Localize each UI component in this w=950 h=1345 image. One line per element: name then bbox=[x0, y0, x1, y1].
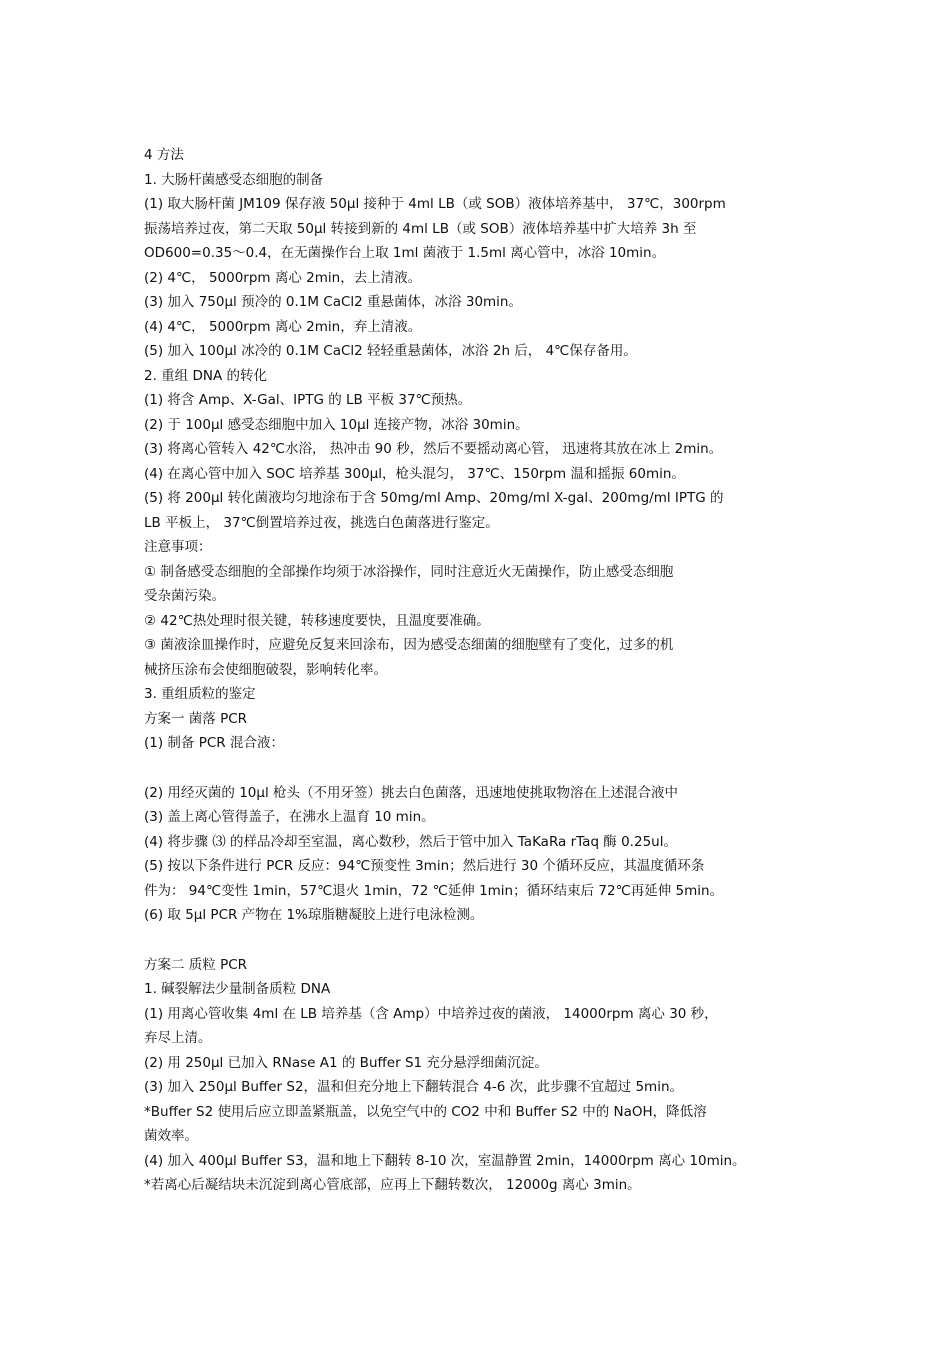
text-line: (5) 将 200μl 转化菌液均匀地涂布于含 50mg/ml Amp、20mg/ml X-gal、200mg/ml IPTG 的 bbox=[144, 490, 724, 506]
subsection-heading: 3. 重组质粒的鉴定 bbox=[144, 686, 256, 702]
note-line: ② 42℃热处理时很关键，转移速度要快，且温度要准确。 bbox=[144, 612, 490, 629]
text-line: (1) 用离心管收集 4ml 在 LB 培养基（含 Amp）中培养过夜的菌液， 14000rpm 离心 30 秒， bbox=[144, 1005, 718, 1022]
note-line: ③ 菌液涂皿操作时，应避免反复来回涂布，因为感受态细菌的细胞壁有了变化，过多的机 bbox=[144, 637, 674, 653]
subsection-heading: 1. 碱裂解法少量制备质粒 DNA bbox=[144, 981, 331, 997]
subsection-heading: 1. 大肠杆菌感受态细胞的制备 bbox=[144, 171, 324, 188]
note-line: *若离心后凝结块未沉淀到离心管底部，应再上下翻转数次， 12000g 离心 3min。 bbox=[144, 1177, 641, 1193]
text-line: (4) 将步骤 ⑶ 的样品冷却至室温，离心数秒，然后于管中加入 TaKaRa rTaq 酶 0.25ul。 bbox=[144, 833, 677, 850]
text-line: (2) 用经灭菌的 10μl 枪头（不用牙签）挑去白色菌落，迅速地使挑取物溶在上述混合液中 bbox=[144, 784, 679, 801]
blank-space bbox=[144, 756, 814, 781]
subsection-heading: 2. 重组 DNA 的转化 bbox=[144, 367, 267, 384]
text-line: (1) 制备 PCR 混合液： bbox=[144, 735, 284, 751]
notes-heading: 注意事项： bbox=[144, 539, 212, 555]
text-line: (2) 于 100μl 感受态细胞中加入 10μl 连接产物，冰浴 30min。 bbox=[144, 416, 529, 433]
text-line: 件为： 94℃变性 1min，57℃退火 1min，72 ℃延伸 1min；循环结束后 72℃再延伸 5min。 bbox=[144, 882, 724, 899]
text-line: LB 平板上， 37℃倒置培养过夜，挑选白色菌落进行鉴定。 bbox=[144, 514, 499, 531]
note-line: 菌效率。 bbox=[144, 1128, 198, 1144]
text-line: (3) 加入 750μl 预冷的 0.1M CaCl2 重悬菌体，冰浴 30min。 bbox=[144, 294, 522, 310]
scheme-heading: 方案一 菌落 PCR bbox=[144, 710, 248, 727]
note-line: ① 制备感受态细胞的全部操作均须于冰浴操作，同时注意近火无菌操作，防止感受态细胞 bbox=[144, 563, 674, 580]
text-line: (3) 加入 250μl Buffer S2，温和但充分地上下翻转混合 4-6 次，此步骤不宜超过 5min。 bbox=[144, 1079, 683, 1095]
scheme-heading: 方案二 质粒 PCR bbox=[144, 956, 248, 973]
text-line: (3) 盖上离心管得盖子，在沸水上温育 10 min。 bbox=[144, 809, 435, 825]
note-line: *Buffer S2 使用后应立即盖紧瓶盖，以免空气中的 CO2 中和 Buffer S2 中的 NaOH，降低溶 bbox=[144, 1103, 707, 1120]
blank-space bbox=[144, 928, 814, 953]
section-heading: 4 方法 bbox=[144, 147, 184, 163]
text-line: OD600=0.35～0.4，在无菌操作台上取 1ml 菌液于 1.5ml 离心管中，冰浴 10min。 bbox=[144, 245, 666, 261]
text-line: (5) 按以下条件进行 PCR 反应：94℃预变性 3min；然后进行 30 个循环反应，其温度循环条 bbox=[144, 858, 705, 874]
text-line: (4) 加入 400μl Buffer S3，温和地上下翻转 8-10 次，室温静置 2min，14000rpm 离心 10min。 bbox=[144, 1152, 746, 1169]
document-body bbox=[144, 143, 814, 1198]
text-line: (1) 将含 Amp、X-Gal、IPTG 的 LB 平板 37℃预热。 bbox=[144, 392, 472, 408]
text-line: (1) 取大肠杆菌 JM109 保存液 50μl 接种于 4ml LB（或 SOB）液体培养基中， 37℃，300rpm bbox=[144, 196, 726, 212]
text-line: (4) 在离心管中加入 SOC 培养基 300μl，枪头混匀， 37℃、150rpm 温和摇振 60min。 bbox=[144, 465, 685, 482]
note-line: 受杂菌污染。 bbox=[144, 588, 225, 604]
text-line: (2) 4℃， 5000rpm 离心 2min，去上清液。 bbox=[144, 269, 422, 286]
text-line: (4) 4℃， 5000rpm 离心 2min，弃上清液。 bbox=[144, 318, 422, 335]
text-line: (6) 取 5μl PCR 产物在 1%琼脂糖凝胶上进行电泳检测。 bbox=[144, 907, 484, 923]
text-line: 弃尽上清。 bbox=[144, 1030, 212, 1046]
text-line: (3) 将离心管转入 42℃水浴， 热冲击 90 秒，然后不要摇动离心管， 迅速将其放在冰上 2min。 bbox=[144, 441, 723, 457]
text-line: (2) 用 250μl 已加入 RNase A1 的 Buffer S1 充分悬浮细菌沉淀。 bbox=[144, 1054, 548, 1071]
text-line: (5) 加入 100μl 冰冷的 0.1M CaCl2 轻轻重悬菌体，冰浴 2h 后， 4℃保存备用。 bbox=[144, 343, 637, 359]
text-line: 振荡培养过夜，第二天取 50μl 转接到新的 4ml LB（或 SOB）液体培养基中扩大培养 3h 至 bbox=[144, 220, 697, 237]
note-line: 械挤压涂布会使细胞破裂，影响转化率。 bbox=[144, 661, 387, 678]
